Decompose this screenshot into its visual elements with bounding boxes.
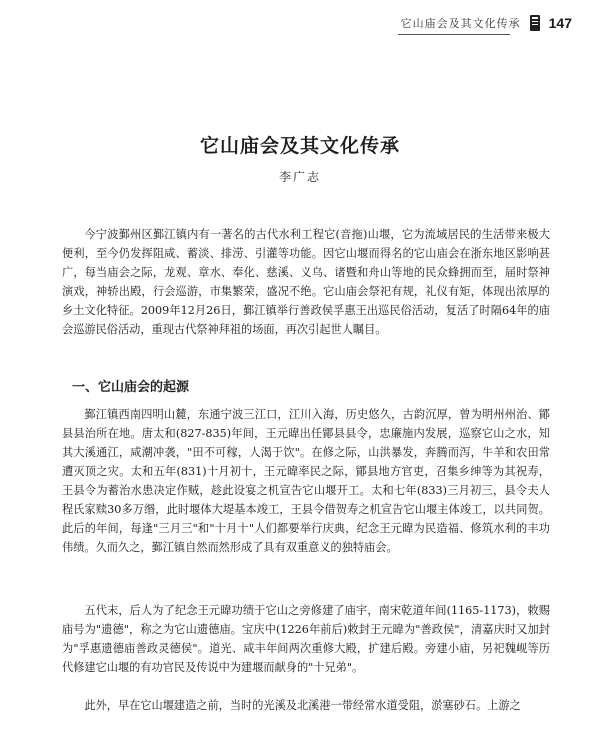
body-paragraph: 此外，早在它山堰建造之前，当时的光溪及北溪港一带经常水道受阻，淤塞砂石。上游之 <box>84 699 521 712</box>
running-header <box>401 14 572 32</box>
section-heading: 一、它山庙会的起源 <box>72 379 190 394</box>
body-paragraph: 五代末，后人为了纪念王元暐功绩于它山之旁修建了庙宇，南宋乾道年间(1165-1173)，敕赐庙号为"遗德"，称之为它山遗德庙。宝庆中(1226年前后)敕封王元暐为"善政侯"，清嘉庆时又加封为"孚惠遗德庙善政灵德侯"。道光、咸丰年间两次重修大殿，扩建后殿。旁建小庙，另祀魏岘等历代修建它山堰的有功官民及传说中为建堰而献身的"十兄弟"。 <box>62 604 550 674</box>
article-title: 它山庙会及其文化传承 <box>199 134 400 157</box>
page-number: 147 <box>548 15 572 31</box>
header-rule <box>398 34 510 35</box>
article-author: 李广志 <box>278 170 321 184</box>
abstract-paragraph: 今宁波鄞州区鄞江镇内有一著名的古代水利工程它(音拖)山堰，它为流域居民的生活带来极大便利，至今仍发挥阻咸、蓄淡、排涝、引灌等功能。因它山堰而得名的它山庙会在浙东地区影响甚广，每当庙会之际，龙观、章水、奉化、慈溪、义乌、诸暨和舟山等地的民众蜂拥而至，届时祭神演戏，神轿出殿，行会巡游，市集繁荣，盛况不绝。它山庙会祭祀有规，礼仪有矩，体现出浓厚的乡土文化特征。2009年12月26日，鄞江镇举行善政侯孚惠王出巡民俗活动，复活了时隔64年的庙会巡游民俗活动，重现古代祭神拜祖的场面，再次引起世人瞩目。 <box>62 228 550 336</box>
body-paragraph: 鄞江镇西南四明山麓，东通宁波三江口，江川入海，历史悠久，古韵沉厚，曾为明州州治、鄮县县治所在地。唐太和(827-835)年间，王元暐出任鄮县县令，忠廉施内发展，巡察它山之水，知其大溪通江，咸潮冲袭，"田不可稼，人渴于饮"。在修之际，山洪暴发，奔腾而泻，牛羊和农田常遭灭顶之灾。太和五年(831)十月初十，王元暐率民之际，鄮县地方官吏，召集乡绅等为其祝寿，王县令为蓄治水患决定作贼，趁此设宴之机宣告它山堰开工。太和七年(833)三月初三，县令夫人程氏家赎30多万缗，此时堰体大堤基本竣工，王县令借贺寿之机宣告它山堰主体竣工，以共同贺。此后的年间，每逢"三月三"和"十月十"人们都要举行庆典，纪念王元暐为民造福、修筑水利的丰功伟绩。久而久之，鄞江镇自然而然形成了具有双重意义的独特庙会。 <box>62 408 550 554</box>
running-title: 它山庙会及其文化传承 <box>400 17 521 30</box>
book-emblem-icon <box>527 14 543 32</box>
